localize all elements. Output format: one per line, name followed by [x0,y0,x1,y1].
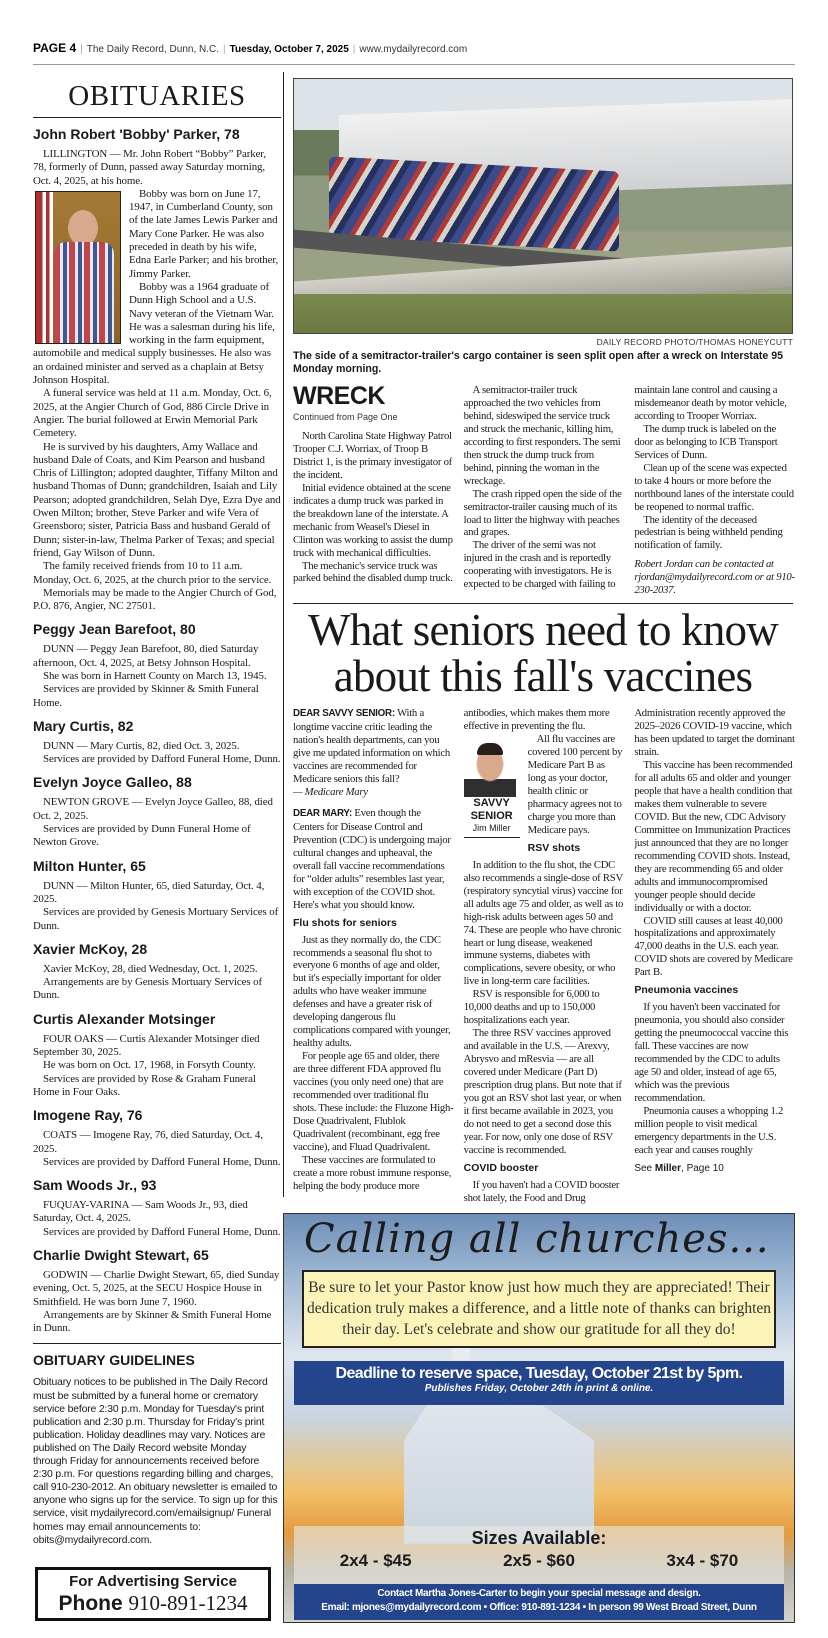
obituary-body [33,880,281,933]
article-paragraph: All flu vaccines are covered 100 percent by Medicare Part B as long as your doctor, health clinic or pharmacy agrees not to charge you more than Medicare pays. [527,733,623,836]
obituary-portrait [35,191,121,344]
church-illustration [404,1314,594,1544]
obituary-paragraph: A funeral service was held at 11 a.m. Monday, Oct. 6, 2025, at the Angier Church of God, 886 Circle Drive in Angier. The burial followed at Erwin Memorial Park Cemetery. [33,387,272,440]
obituary-paragraph: Services are provided by Genesis Mortuary Services of Dunn. [33,906,279,932]
obituary-name: Milton Hunter, 65 [33,857,146,874]
website-link[interactable]: www.mydailyrecord.com [359,44,468,55]
obituary-paragraph: FOUR OAKS — Curtis Alexander Motsinger died September 30, 2025. [33,1032,260,1059]
columnist-photo-block [464,737,520,840]
obituary-list [33,126,281,1335]
obituary-paragraph: Arrangements are by Skinner & Smith Funeral Home in Dunn. [33,1308,272,1335]
main-column [293,78,795,1623]
obituary-paragraph: He is survived by his daughters, Amy Wallace and husband Dale of Coats, and Kim Pearson and husband Chris of Lillington; adopted daughter, Tiffany Milton and husband Thomas of Dunn; grandchildren, Isaiah and Lily Pearson; adopted grandchildren, Selah Dye, Ezra Dye and Owen Milton; brother, Steve Parker and wife Vera of Greensboro; sister, Patricia Bass and husband Gerald of Dunn; sister-in-law, Thelma Parker of Texas; and special friend, Gay Wilson of Dunn. [33,440,281,559]
article-paragraph: A semitractor-trailer truck approached the two vehicles from behind, sideswiped the service truck and struck the mechanic, killing him, according to first responders. The semi then struck the dump truck from behind, pinning the woman in the wreckage. [463,384,621,487]
advertising-label: For Advertising Service [69,1572,237,1590]
obituary-paragraph: FUQUAY-VARINA — Sam Woods Jr., 93, died Saturday, Oct. 4, 2025. [33,1199,248,1225]
obituary-body [33,963,281,1003]
obituary-paragraph: Services are provided by Dunn Funeral Home of Newton Grove. [33,823,251,849]
obituary-body [33,1199,281,1239]
article-paragraph: For people age 65 and older, there are three different FDA approved flu vaccines (you only need one) that are recommended over traditional flu shots. These include: the Fluzone High-Dose Quadrivalent, Flublok Quadrivalent (recombinant, egg free vaccine), and Fluad Quadrivalent. [293,1050,454,1153]
answer-label: DEAR MARY: [293,807,352,819]
answer-text: Even though the Centers for Disease Control and Prevention (CDC) is undergoing major cultural changes and upheaval, the overall fall vaccine recommendations for “older adults” resembles last year, with exception of the COVID shot. Here's what you should know. [293,806,451,911]
size-option: 2x5 - $60 [503,1550,575,1570]
obituary-paragraph: Arrangements are by Genesis Mortuary Services of Dunn. [33,976,262,1002]
obituary-paragraph: Services are provided by Skinner & Smith Funeral Home. [33,683,259,709]
article-paragraph: The mechanic's service truck was parked behind the disabled dump truck. [293,559,453,585]
obituary-paragraph: Services are provided by Dafford Funeral Home, Dunn. [43,1225,281,1238]
see-page: , Page 10 [681,1162,724,1174]
obituary-body [33,1269,281,1335]
obituary-name: Mary Curtis, 82 [33,717,134,734]
article-paragraph: The driver of the semi was not injured in the crash and is reportedly cooperating with investigators. He is expected to be charged with failing to maintain lane control and causing a misdemeanor death by motor vehicle, according to Trooper Worriax. [463,384,787,591]
deadline-text: Deadline to reserve space, Tuesday, October 21st by 5pm. [335,1364,743,1382]
column-name: SENIOR [470,810,513,823]
ad-message: Be sure to let your Pastor know just how much they are appreciated! Their dedication truly makes a difference, and a little note of thanks can brighten their day. Let's celebrate and show our gratitude for all they do! [302,1270,776,1348]
section-heading: COVID booster [463,1161,539,1174]
obituary-paragraph: GODWIN — Charlie Dwight Stewart, 65, died Sunday evening, Oct. 5, 2025, at the SECU Hospice House in Smithfield. He was born June 7, 1960. [33,1269,280,1308]
size-option: 2x4 - $45 [339,1550,412,1570]
obituary-name: Imogene Ray, 76 [33,1107,143,1124]
column-name: SAVVY [473,797,510,810]
column-divider [283,72,284,1197]
obituaries-column [33,76,281,1621]
obituary-body [33,643,281,709]
obituary-paragraph: Memorials may be made to the Angier Church of God, P.O. 876, Angier, NC 27501. [33,586,277,613]
obituary-paragraph: Bobby was a 1964 graduate of Dunn High School and a U.S. Navy veteran of the Vietnam War. He was a salesman during his life, working in the farm equipment, automobile and medical supply businesses. He also was an ordained minister and served as a chaplain at Betsy Johnson Hospital. [33,280,275,387]
obituary-body [33,740,281,767]
article-paragraph: This vaccine has been recommended for all adults 65 and older and younger people that have a health condition that makes them vulnerable to severe COVID. But the new, CDC Advisory Committee on Immunization Practices just announced that they are no longer recommending COVID shots. Instead, they are recommending 65 and older adults and immunocompromised younger people should decide individually or with a doctor. [634,759,793,914]
publish-text: Publishes Friday, October 24th in print & online. [424,1382,654,1394]
see-prefix: See [634,1162,653,1174]
article-paragraph: The identity of the deceased pedestrian is being withheld pending notification of family. [634,513,783,552]
obituary-paragraph: DUNN — Mary Curtis, 82, died Oct. 3, 2025. [43,739,240,752]
obituary-entry [33,858,281,933]
article-paragraph: North Carolina State Highway Patrol Trooper C.J. Worriax, of Troop B District 1, is the primary investigator of the incident. [293,430,452,481]
article-paragraph: Pneumonia causes a whopping 1.2 million people to visit medical emergency departments in the U.S. each year and causes roughly [634,1104,784,1156]
obituary-paragraph: Services are provided by Dafford Funeral Home, Dunn. [43,1155,281,1168]
question-signature: — Medicare Mary [293,785,368,798]
section-heading: RSV shots [527,841,581,854]
obituary-name: Charlie Dwight Stewart, 65 [33,1247,209,1263]
guidelines-title: OBITUARY GUIDELINES [33,1352,195,1369]
contact-line: Contact Martha Jones-Carter to begin your special message and design. [377,1587,701,1599]
obituary-body [33,1129,281,1169]
article-paragraph: If you haven't been vaccinated for pneumonia, you should also consider getting the pneumococcal vaccine this fall. These vaccines are now recommended by the CDC to adults age 50 and older, instead of age 65, which was the previous recommendation. [634,1001,789,1104]
paper-name: The Daily Record, Dunn, N.C. [86,44,220,55]
guidelines-text: Obituary notices to be published in The Daily Record must be submitted by a funeral home or crematory service before 2:30 p.m. Monday for Tuesday's print publication and 2:30 p.m. Thursday for Friday's print publication. Holiday deadlines may vary. Notices are published on The Daily Record website Monday through Friday for announcements received before 2:30 p.m. For questions regarding billing and charges, call 910-230-2012. An obituary newsletter is emailed to anyone who signs up for the service. To sign up for this service, visit mydailyrecord.com/emailsignup/ Funeral homes may email announcements to: obits@mydailyrecord.com. [33,1377,278,1546]
savvy-senior-article [293,707,795,1204]
obituary-name: Peggy Jean Barefoot, 80 [33,621,196,638]
article-paragraph: In addition to the flu shot, the CDC also recommends a single-dose of RSV (respiratory syncytial virus) vaccine for all adults age 75 and older, as well as to high-risk adults between ages 50 and 74. These are people who have chronic heart or lung disease, weakened immune systems, diabetes with complications, severe obesity, or who live in long-term care facilities. [463,858,624,988]
sizes-panel [294,1526,784,1584]
phone-number: 910-891-1234 [128,1590,248,1615]
page-number: PAGE 4 [33,41,77,55]
columnist-photo [464,737,516,797]
sizes-title: Sizes Available: [471,1527,607,1548]
question-text: With a longtime vaccine critic leading the nation's health departments, can you give me updated information on which vaccines are recommended for Medicare seniors this fall? [293,707,450,786]
phone-label: Phone [58,1591,123,1615]
obituary-paragraph: DUNN — Milton Hunter, 65, died Saturday, Oct. 4, 2025. [33,879,265,905]
article-paragraph: COVID still causes at least 40,000 hospitalizations and approximately 47,000 deaths in the U.S. each year. COVID shots are covered by Medicare Part B. [634,914,793,979]
article-headline: WRECK [293,382,385,410]
obituary-body [33,796,281,849]
section-heading: Pneumonia vaccines [634,984,739,997]
obituary-paragraph: He was born on Oct. 17, 1968, in Forsyth County. [43,1059,256,1072]
obituary-guidelines [33,1343,281,1546]
seniors-headline: What seniors need to know about this fall's vaccines [308,605,778,702]
obituary-name: Xavier McKoy, 28 [33,940,148,957]
obituary-paragraph: NEWTON GROVE — Evelyn Joyce Galleo, 88, died Oct. 2, 2025. [33,796,273,822]
photo-caption: The side of a semitractor-trailer's cargo container is seen split open after a wreck on Interstate 95 Monday morning. [293,350,783,375]
obituary-entry [33,718,281,767]
size-option: 3x4 - $70 [666,1550,739,1570]
header-rule [33,64,795,65]
obituary-paragraph: DUNN — Peggy Jean Barefoot, 80, died Saturday afternoon, Oct. 4, 2025, at Betsy Johnson Hospital. [33,643,259,669]
article-paragraph: The dump truck is labeled on the door as belonging to ICB Transport Services of Dunn. [634,422,778,461]
article-paragraph: Clean up of the scene was expected to take 4 hours or more before the northbound lanes of the interstate could be reopened to normal traffic. [634,461,794,513]
obituary-entry [33,1247,281,1335]
obituary-entry [33,1177,281,1239]
wreck-article [293,384,795,597]
deadline-bar [294,1361,784,1405]
obituary-entry [33,1011,281,1099]
obituary-paragraph: COATS — Imogene Ray, 76, died Saturday, Oct. 4, 2025. [33,1129,263,1155]
columnist-name: Jim Miller [464,823,520,838]
obituary-name: John Robert 'Bobby' Parker, 78 [33,126,240,142]
obituary-entry [33,941,281,1003]
obituary-paragraph: The family received friends from 10 to 11 a.m. Monday, Oct. 6, 2025, at the church prior to the service. [33,560,272,586]
page-header: PAGE 4 | The Daily Record, Dunn, N.C. | Tuesday, October 7, 2025 | www.mydailyrecord.com [33,41,468,55]
contact-details: Email: mjones@mydailyrecord.com • Office: 910-891-1234 • In person 99 West Broad Street, Dunn [321,1601,757,1613]
church-ad [283,1213,795,1623]
obituary-entry [33,774,281,849]
obituary-body [33,148,281,613]
issue-date: Tuesday, October 7, 2025 [229,44,349,55]
wreck-photo [293,78,793,334]
obituary-entry [33,126,281,613]
obituary-body [33,1033,281,1099]
obituary-name: Curtis Alexander Motsinger [33,1010,216,1027]
obituary-name: Evelyn Joyce Galleo, 88 [33,774,192,791]
obituary-paragraph: Services are provided by Rose & Graham Funeral Home in Four Oaks. [33,1072,256,1098]
article-paragraph: The crash ripped open the side of the semitractor-trailer causing much of its load to litter the highway with peaches and grapes. [463,487,622,539]
obituary-paragraph: Bobby was born on June 17, 1947, in Cumberland County, son of the late James Lewis Parker and Mary Cone Parker. He was also preceded in death by his wife, Edna Earle Parker; and his brother, Jimmy Parker. [129,187,279,280]
obituary-paragraph: Xavier McKoy, 28, died Wednesday, Oct. 1, 2025. [43,962,258,975]
obituary-entry [33,621,281,709]
question-label: DEAR SAVVY SENIOR: [293,708,395,720]
ad-script-title: Calling all churches... [304,1215,770,1262]
photo-credit: DAILY RECORD PHOTO/THOMAS HONEYCUTT [596,337,793,347]
continued-label: Continued from Page One [293,412,398,422]
obituary-paragraph: Services are provided by Dafford Funeral Home, Dunn. [43,753,281,766]
obituary-name: Sam Woods Jr., 93 [33,1177,157,1194]
article-paragraph: Initial evidence obtained at the scene indicates a dump truck was parked in the breakdown lane of the interstate. A mechanic from Weasel's Diesel in Clinton was working to assist the dump truck with mechanical difficulties. [293,481,453,559]
article-paragraph: These vaccines are formulated to create a more robust immune response, helping the body produce more antibodies, which makes them more effective in preventing the flu. [293,707,610,1192]
article-paragraph: If you haven't had a COVID booster shot lately, the Food and Drug Administration recently approved the 2025–2026 COVID-19 vaccine, which has been updated to target the dominant strain. [463,707,795,1204]
section-title: OBITUARIES [33,76,281,118]
section-rule [293,603,793,604]
obituary-entry [33,1107,281,1169]
section-heading: Flu shots for seniors [293,916,397,929]
obituary-paragraph: She was born in Harnett County on March 13, 1945. [43,669,267,682]
see-name: Miller [654,1162,682,1174]
author-contact: Robert Jordan can be contacted at rjordan@mydailyrecord.com or at 910-230-2037. [634,558,795,597]
obituary-paragraph: LILLINGTON — Mr. John Robert “Bobby” Parker, 78, formerly of Dunn, passed away Saturday morning, Oct. 4, 2025, at his home. [33,148,267,187]
contact-bar [294,1584,784,1620]
article-paragraph: Just as they normally do, the CDC recommends a seasonal flu shot to everyone 6 months of age and older, but it's especially important for older adults who have weaker immune defenses and have a greater risk of developing dangerous flu complications compared with younger, healthy adults. [293,933,451,1050]
article-paragraph: RSV is responsible for 6,000 to 10,000 deaths and up to 150,000 hospitalizations each year. [463,988,600,1027]
advertising-service-box [35,1567,271,1621]
continued-link[interactable] [634,1163,795,1174]
article-paragraph: The three RSV vaccines approved and available in the U.S. — Arexvy, Abrysvo and mResvia — are all covered under Medicare (Part D) prescription drug plans. But note that if you got an RSV shot last year, or when it first became available in 2023, you do not need to get a second dose this year. For now, only one dose of RSV vaccine is recommended. [463,1027,622,1156]
